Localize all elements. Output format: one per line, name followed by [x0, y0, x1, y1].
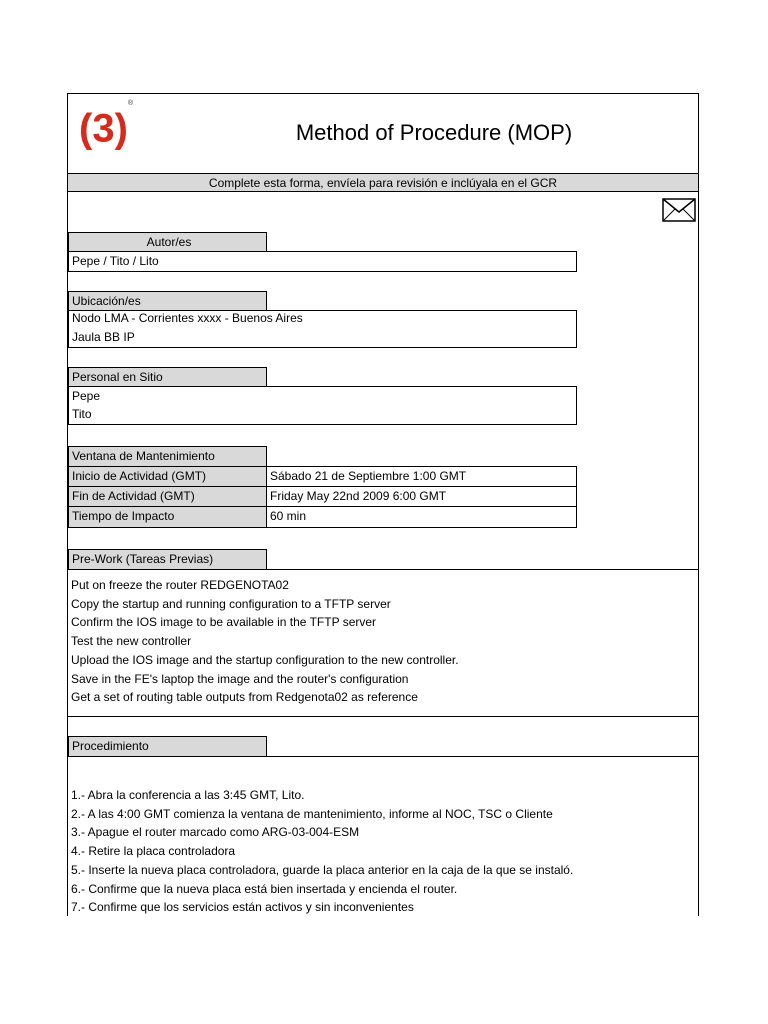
impact-time-label: Tiempo de Impacto	[68, 506, 267, 528]
envelope-icon[interactable]	[662, 198, 696, 222]
prework-line: Put on freeze the router REDGENOTA02	[71, 578, 289, 592]
divider	[68, 756, 698, 757]
logo-text: (3)	[79, 106, 128, 151]
end-time-field[interactable]: Friday May 22nd 2009 6:00 GMT	[266, 486, 577, 507]
divider	[68, 569, 698, 570]
personnel-line: Pepe	[72, 389, 101, 403]
locations-label: Ubicación/es	[68, 291, 267, 311]
page-title	[68, 118, 700, 148]
personnel-field[interactable]	[68, 386, 577, 425]
procedure-step: 2.- A las 4:00 GMT comienza la ventana de mantenimiento, informe al NOC, TSC o Cliente	[71, 806, 553, 821]
personnel-label: Personal en Sitio	[68, 367, 267, 387]
prework-label: Pre-Work (Tareas Previas)	[68, 549, 267, 570]
procedure-step: 3.- Apague el router marcado como ARG-03-004-ESM	[71, 825, 360, 840]
authors-field[interactable]: Pepe / Tito / Lito	[68, 251, 577, 272]
prework-line: Save in the FE's laptop the image and the router's configuration	[71, 671, 409, 686]
prework-line: Get a set of routing table outputs from Redgenota02 as reference	[71, 690, 418, 705]
start-time-label: Inicio de Actividad (GMT)	[68, 466, 267, 487]
maintenance-label: Ventana de Mantenimiento	[68, 446, 267, 467]
authors-label: Autor/es	[68, 232, 267, 252]
mop-form	[67, 93, 699, 916]
divider	[68, 716, 698, 717]
procedure-step: 1.- Abra la conferencia a las 3:45 GMT, Lito.	[71, 788, 305, 802]
prework-field[interactable]	[68, 576, 698, 714]
prework-line: Copy the startup and running configuration to a TFTP server	[71, 596, 391, 611]
procedure-step: 7.- Confirme que los servicios están activos y sin inconvenientes	[71, 900, 414, 915]
procedure-step: 6.- Confirme que la nueva placa está bien insertada y encienda el router.	[71, 881, 458, 896]
procedure-step: 4.- Retire la placa controladora	[71, 844, 236, 859]
instructions-banner: Complete esta forma, envíela para revisión e inclúyala en el GCR	[68, 173, 698, 192]
procedure-label: Procedimiento	[68, 736, 267, 757]
start-time-field[interactable]: Sábado 21 de Septiembre 1:00 GMT	[266, 466, 577, 487]
registered-mark: ®	[127, 100, 134, 107]
locations-field[interactable]	[68, 310, 577, 348]
end-time-label: Fin de Actividad (GMT)	[68, 486, 267, 507]
procedure-step: 5.- Inserte la nueva placa controladora, guarde la placa anterior en la caja de la que se instaló.	[71, 862, 574, 877]
location-line: Nodo LMA - Corrientes xxxx - Buenos Aires	[72, 311, 303, 325]
prework-line: Upload the IOS image and the startup configuration to the new controller.	[71, 652, 459, 667]
page-title-text: Method of Procedure (MOP)	[295, 120, 573, 145]
prework-line: Confirm the IOS image to be available in the TFTP server	[71, 615, 377, 630]
impact-time-field[interactable]: 60 min	[266, 506, 577, 528]
prework-line: Test the new controller	[71, 634, 192, 649]
location-line: Jaula BB IP	[72, 330, 135, 344]
personnel-line: Tito	[72, 407, 92, 421]
procedure-field[interactable]	[68, 786, 698, 917]
